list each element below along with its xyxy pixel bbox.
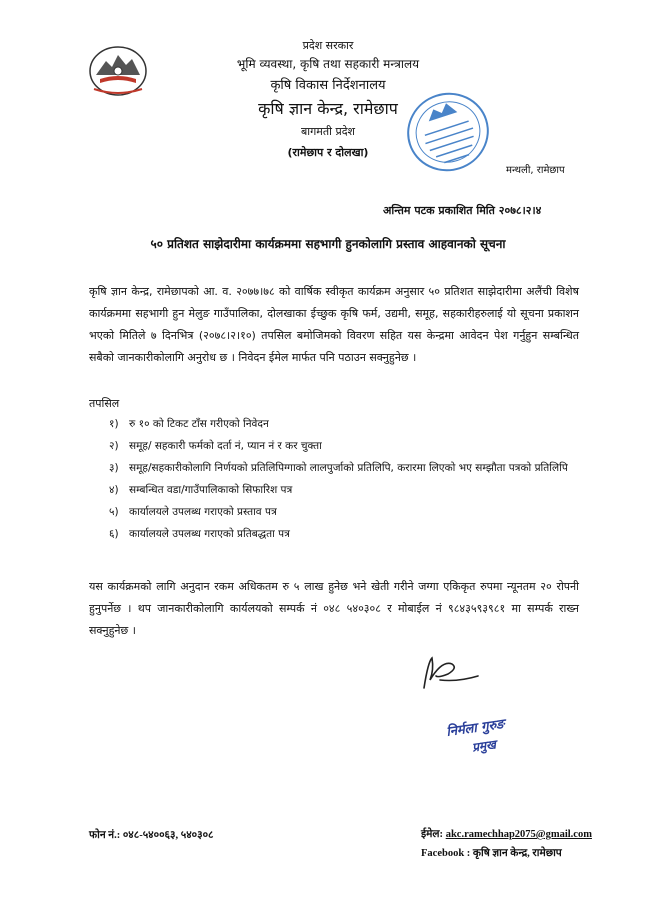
signatory-title: प्रमुख xyxy=(471,737,497,755)
list-item: १) रु १० को टिकट टाँस गरीएको निवेदन xyxy=(109,418,269,430)
list-heading: तपसिल xyxy=(89,397,120,410)
notice-closing-paragraph: यस कार्यक्रमको लागि अनुदान रकम अधिकतम रु ५ लाख हुनेछ भने खेती गरीने जग्गा एकिकृत रुपमा न्यूनतम २० रोपनी हुनुपर्नेछ । थप जानकारीकोलागि कार्यलयको सम्पर्क नं ०४८ ५४०३०८ र मोबाईल नं ९८४३५९३९८१ मा सम्पर्क राख्न सक्नुहुनेछ । xyxy=(89,580,579,637)
signatory-name: निर्मला गुरुङ xyxy=(445,716,506,740)
header-ministry: भूमि व्यवस्था, कृषि तथा सहकारी मन्त्रालय xyxy=(236,57,420,71)
office-location: मन्थली, रामेछाप xyxy=(506,165,565,176)
notice-title: ५० प्रतिशत साझेदारीमा कार्यक्रममा सहभागी हुनकोलागि प्रस्ताव आहवानको सूचना xyxy=(150,237,506,251)
email-link[interactable]: akc.ramechhap2075@gmail.com xyxy=(445,829,592,840)
published-date: अन्तिम पटक प्रकाशित मिति २०७८।२।४ xyxy=(383,204,542,217)
list-item: ३) समूह/सहकारीकोलागि निर्णयको प्रतिलिपिग्गाको लालपुर्जाको प्रतिलिपि, करारमा लिएको भए सम्झौता पत्रको प्रतिलिपि xyxy=(109,462,568,474)
footer-facebook: Facebook : कृषि ज्ञान केन्द्र, रामेछाप xyxy=(421,848,562,859)
header-office-name: कृषि ज्ञान केन्द्र, रामेछाप xyxy=(258,99,398,118)
list-item: ५) कार्यालयले उपलब्ध गराएको प्रस्ताव पत्र xyxy=(109,506,277,518)
requirements-list xyxy=(109,414,589,546)
header-districts: (रामेछाप र दोलखा) xyxy=(287,146,369,159)
list-item: ४) सम्बन्धित वडा/गाउँपालिकाको सिफारिश पत्र xyxy=(109,484,293,496)
header-directorate: कृषि विकास निर्देशनालय xyxy=(270,78,386,93)
footer-email xyxy=(421,827,592,841)
list-item: ६) कार्यालयले उपलब्ध गराएको प्रतिबद्धता पत्र xyxy=(109,528,290,540)
office-stamp-icon xyxy=(403,86,493,178)
list-item: २) समूह/ सहकारी फर्मको दर्ता नं, प्यान नं र कर चुक्ता xyxy=(109,440,322,452)
header-province-government: प्रदेश सरकार xyxy=(302,39,354,52)
header-province: बागमती प्रदेश xyxy=(300,125,356,138)
handwritten-signature xyxy=(418,650,488,695)
email-label: ईमेल: xyxy=(421,829,444,840)
notice-body-paragraph: कृषि ज्ञान केन्द्र, रामेछापको आ. व. २०७७।७८ को वार्षिक स्वीकृत कार्यक्रम अनुसार ५० प्रतिशत साझेदारीमा अलैंची विशेष कार्यक्रममा सहभागी हुन मेलुङ गाउँपालिका, दोलखाका ईच्छुक कृषि फर्म, उद्यमी, समूह, सहकारीहरुलाई यो सूचना प्रकाशन भएको मितिले ७ दिनभित्र (२०७८।२।१०) तपसिल बमोजिमको विवरण सहित यस केन्द्रमा आवेदन पेश गर्नुहुन सम्बन्धित सबैको जानकारीकोलागि अनुरोध छ । निवेदन ईमेल मार्फत पनि पठाउन सक्नुहुनेछ । xyxy=(89,285,579,364)
footer-phone: फोन नं.: ०४८-५४००६३, ५४०३०८ xyxy=(89,830,214,841)
